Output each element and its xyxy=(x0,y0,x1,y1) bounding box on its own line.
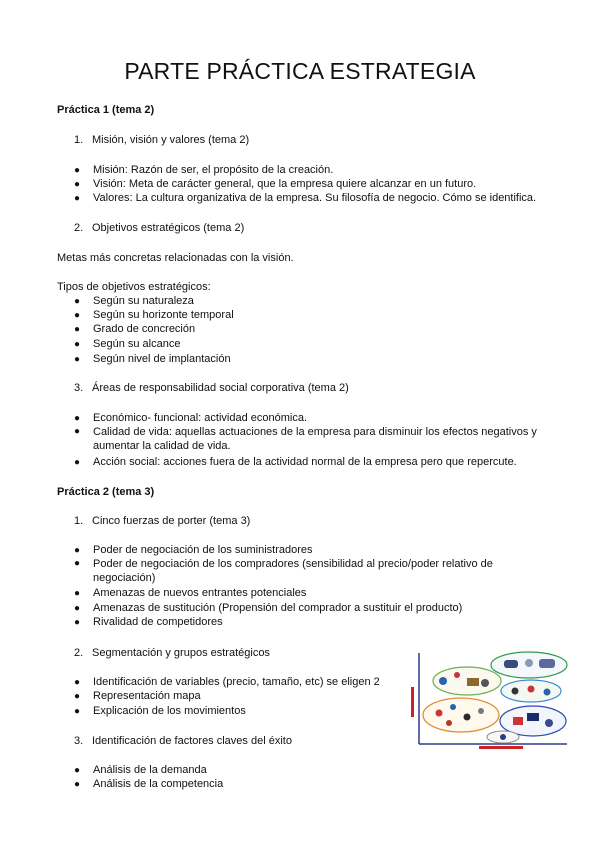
item-text: Áreas de responsabilidad social corporativa (tema 2) xyxy=(92,382,349,394)
numbered-item xyxy=(74,221,244,235)
list-item: ● Identificación de variables (precio, tamaño, etc) se eligen 2 xyxy=(74,676,380,688)
bullet-dot-icon: ● xyxy=(74,617,81,628)
item-number: 2. xyxy=(74,222,84,234)
list-item: ● Rivalidad de competidores xyxy=(74,616,223,628)
item-number: 3. xyxy=(74,735,84,747)
bullet-dot-icon: ● xyxy=(74,779,81,790)
paragraph: Metas más concretas relacionadas con la visión. xyxy=(57,252,294,264)
list-item: ● Económico- funcional: actividad económica. xyxy=(74,412,308,424)
bullet-dot-icon: ● xyxy=(74,706,81,717)
bullet-dot-icon: ● xyxy=(74,426,81,437)
item-text: Segmentación y grupos estratégicos xyxy=(92,647,270,659)
bullet-dot-icon: ● xyxy=(74,339,81,350)
item-number: 3. xyxy=(74,382,84,394)
list-item: ● Poder de negociación de los suministradores xyxy=(74,544,313,556)
list-item: ● Análisis de la competencia xyxy=(74,778,224,790)
bullet-dot-icon: ● xyxy=(74,691,81,702)
list-item: ● Calidad de vida: aquellas actuaciones de la empresa para disminuir los efectos negativos y aumentar la calidad de vida. xyxy=(74,426,537,452)
item-number: 2. xyxy=(74,647,84,659)
bullet-dot-icon: ● xyxy=(74,413,81,424)
paragraph: Tipos de objetivos estratégicos: xyxy=(57,281,211,293)
numbered-item xyxy=(74,646,270,660)
list-item: ● Acción social: acciones fuera de la actividad normal de la empresa pero que repercute. xyxy=(74,456,517,468)
page-title: PARTE PRÁCTICA ESTRATEGIA xyxy=(124,58,476,84)
numbered-item xyxy=(74,514,250,528)
bullet-dot-icon: ● xyxy=(74,354,81,365)
bullet-dot-icon: ● xyxy=(74,324,81,335)
bullet-dot-icon: ● xyxy=(74,677,81,688)
bullet-dot-icon: ● xyxy=(74,457,81,468)
item-text: Cinco fuerzas de porter (tema 3) xyxy=(92,515,251,527)
strategic-groups-map-image xyxy=(409,647,571,751)
list-item: ● Según nivel de implantación xyxy=(74,353,231,365)
bullet-dot-icon: ● xyxy=(74,588,81,599)
list-item: ● Análisis de la demanda xyxy=(74,764,207,776)
list-item: ● Según su alcance xyxy=(74,338,181,350)
list-item: ● Grado de concreción xyxy=(74,323,196,335)
item-number: 1. xyxy=(74,515,84,527)
list-item: ● Explicación de los movimientos xyxy=(74,705,246,717)
item-text: Identificación de factores claves del éxito xyxy=(92,735,292,747)
list-item: ● Representación mapa xyxy=(74,690,201,702)
numbered-item xyxy=(74,734,292,748)
bullet-dot-icon: ● xyxy=(74,193,81,204)
list-item: ● Misión: Razón de ser, el propósito de la creación. xyxy=(74,164,334,176)
list-item: ● Valores: La cultura organizativa de la empresa. Su filosofía de negocio. Cómo se identifica. xyxy=(74,192,537,204)
numbered-item xyxy=(74,133,249,147)
bullet-dot-icon: ● xyxy=(74,545,81,556)
section-heading-practica-2: Práctica 2 (tema 3) xyxy=(57,486,155,498)
item-number: 1. xyxy=(74,134,84,146)
list-item: ● Amenazas de sustitución (Propensión del comprador a sustituir el producto) xyxy=(74,602,463,614)
list-item: ● Visión: Meta de carácter general, que la empresa quiere alcanzar en un futuro. xyxy=(74,178,477,190)
list-item: ● Según su horizonte temporal xyxy=(74,309,234,321)
list-item: ● Poder de negociación de los compradores (sensibilidad al precio/poder relativo de negociación) xyxy=(74,558,493,584)
list-item: ● Según su naturaleza xyxy=(74,295,194,307)
section-heading-practica-1: Práctica 1 (tema 2) xyxy=(57,104,155,116)
item-text: Objetivos estratégicos (tema 2) xyxy=(92,222,245,234)
bullet-dot-icon: ● xyxy=(74,179,81,190)
numbered-item xyxy=(74,381,349,395)
item-text: Misión, visión y valores (tema 2) xyxy=(92,134,250,146)
bullet-dot-icon: ● xyxy=(74,296,81,307)
list-item: ● Amenazas de nuevos entrantes potenciales xyxy=(74,587,307,599)
bullet-dot-icon: ● xyxy=(74,310,81,321)
bullet-dot-icon: ● xyxy=(74,603,81,614)
bullet-dot-icon: ● xyxy=(74,165,81,176)
bullet-dot-icon: ● xyxy=(74,765,81,776)
bullet-dot-icon: ● xyxy=(74,558,81,569)
